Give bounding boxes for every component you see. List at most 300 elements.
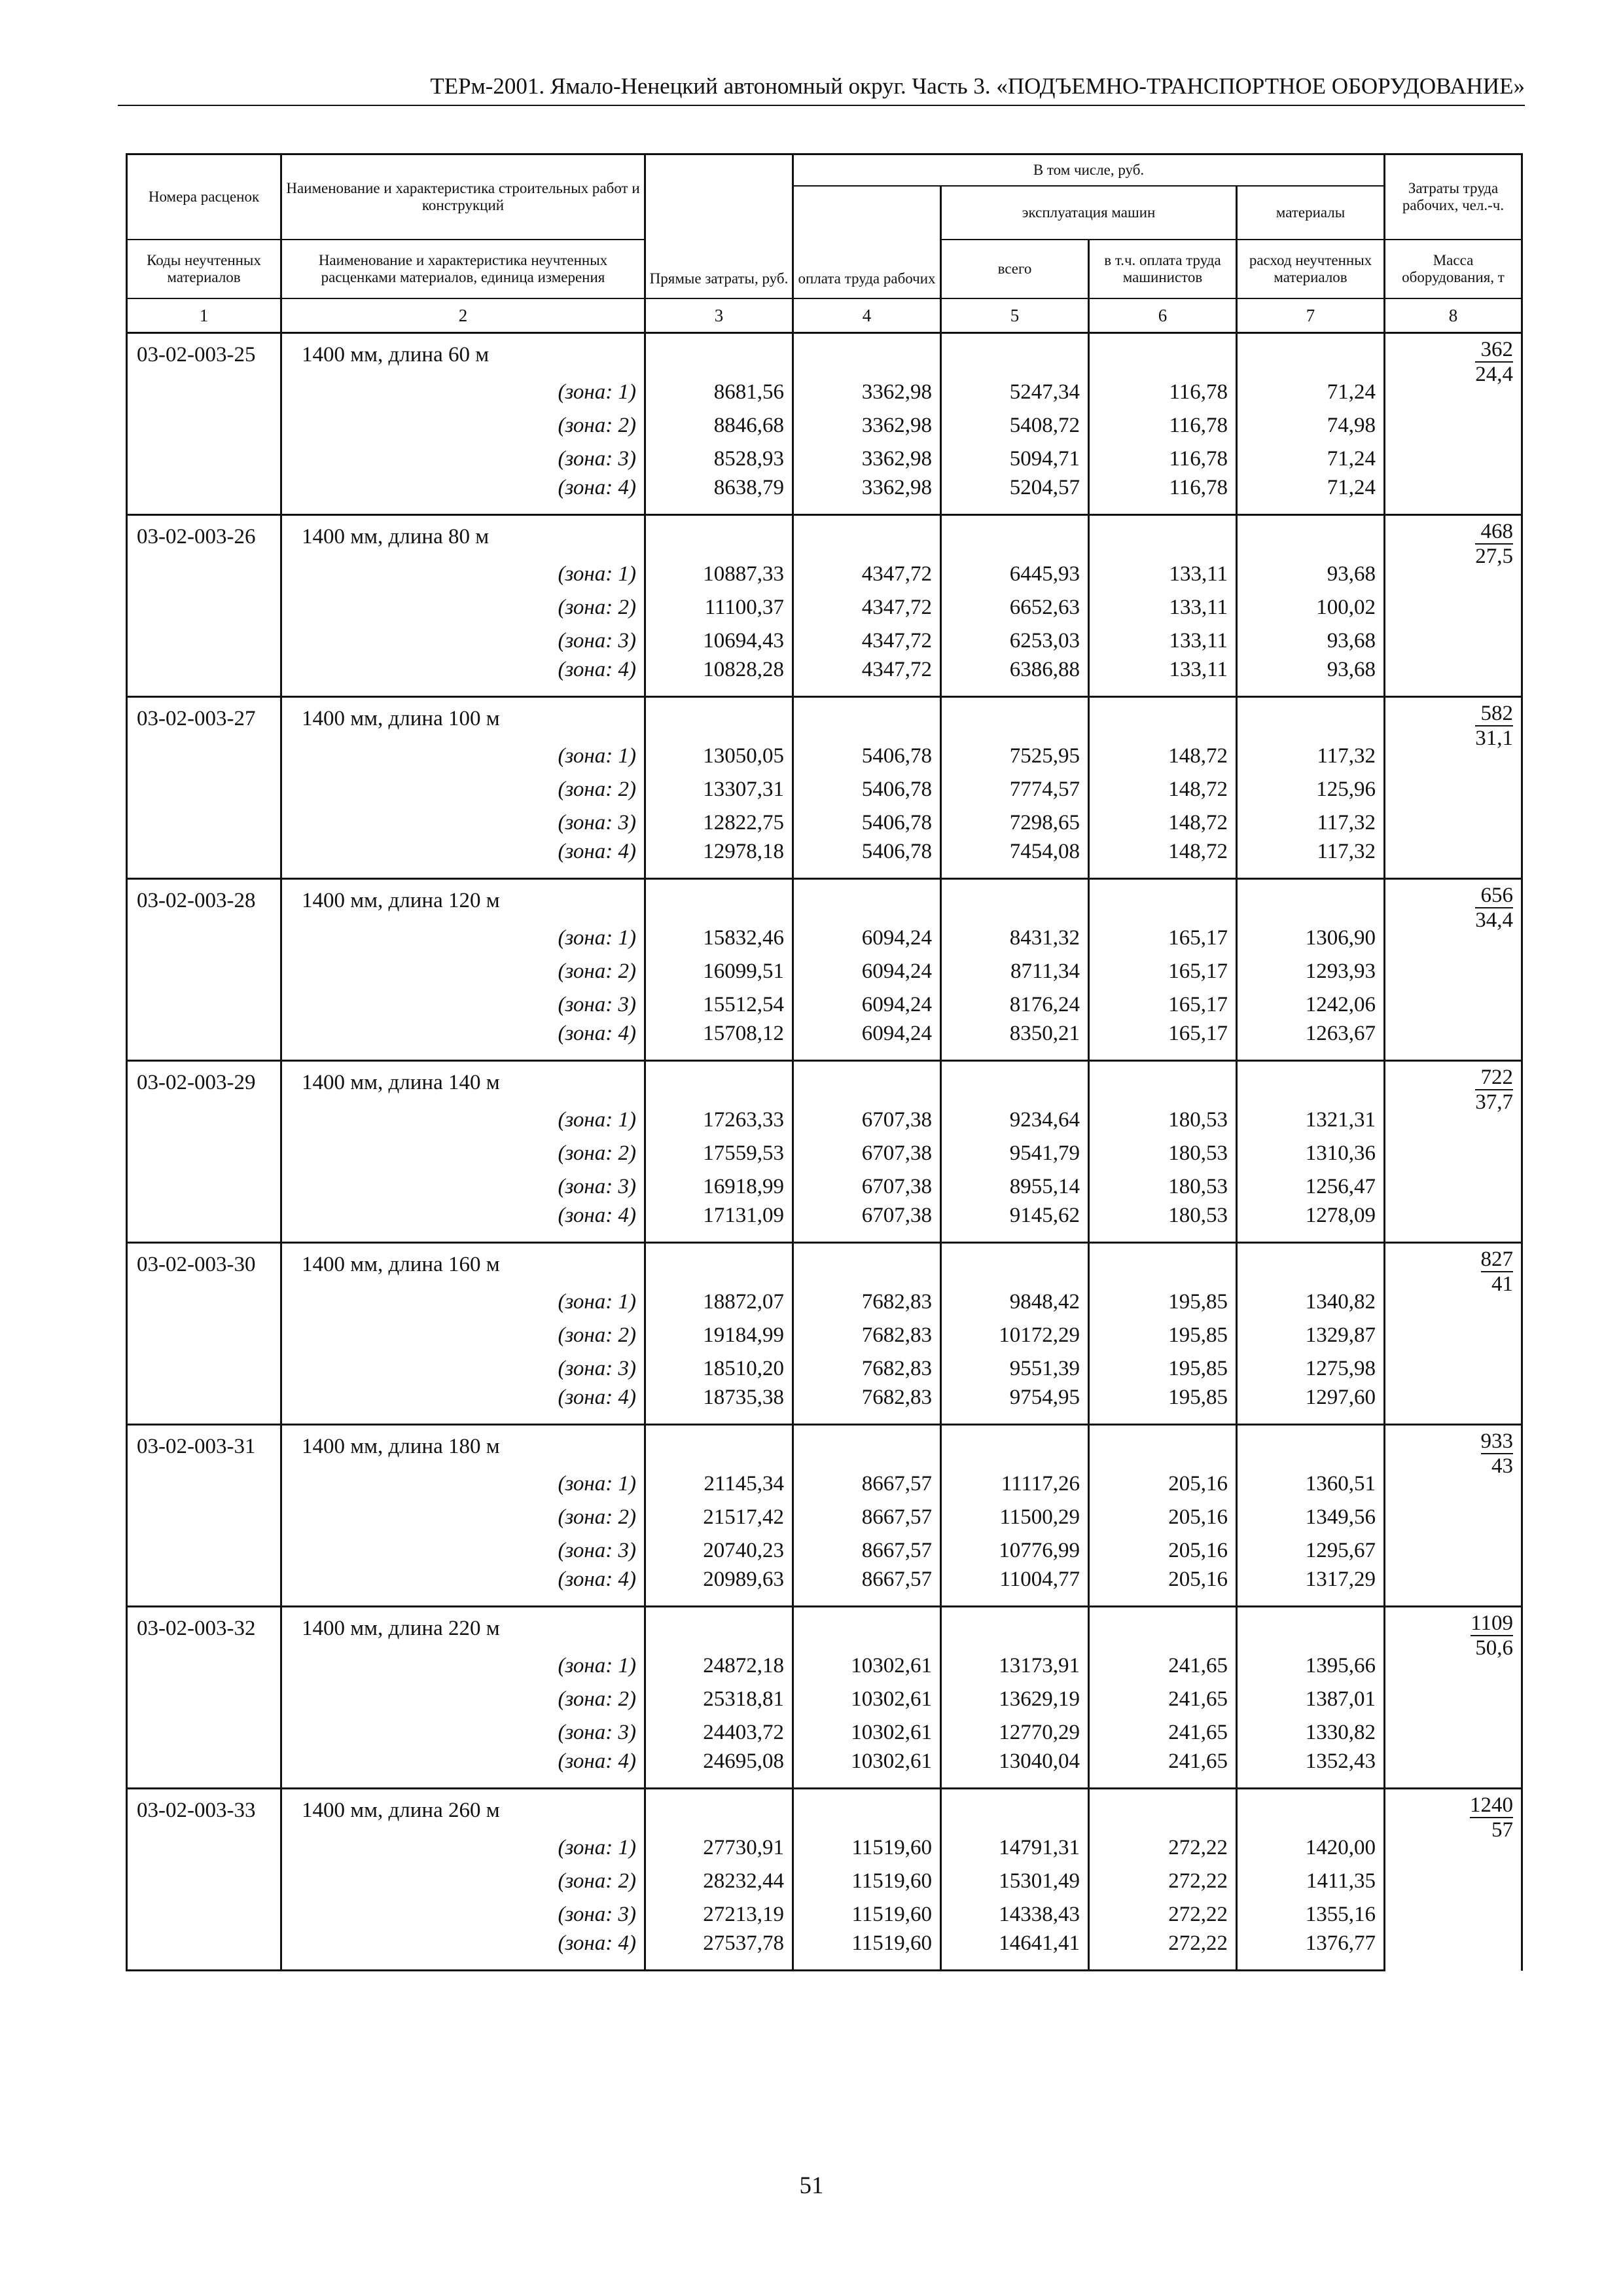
worker-wage: 5406,78: [793, 840, 941, 879]
worker-wage: 7682,83: [793, 1319, 941, 1352]
empty-cell: [1237, 879, 1385, 922]
direct-cost: 12822,75: [645, 806, 793, 840]
labour-cell: [1385, 1607, 1522, 1789]
machinist-wage: 241,65: [1089, 1716, 1237, 1749]
machinist-wage: 195,85: [1089, 1386, 1237, 1425]
direct-cost: 13050,05: [645, 740, 793, 773]
empty-cell: [127, 1683, 281, 1716]
worker-wage: 7682,83: [793, 1285, 941, 1319]
empty-cell: [1237, 333, 1385, 376]
worker-wage: 6094,24: [793, 1022, 941, 1061]
labour-mass-fraction: [1475, 338, 1513, 386]
machinist-wage: 241,65: [1089, 1683, 1237, 1716]
zone-label: (зона: 1): [281, 558, 645, 591]
machine-cost-total: 7525,95: [941, 740, 1089, 773]
direct-cost: 24872,18: [645, 1649, 793, 1683]
worker-wage: 11519,60: [793, 1898, 941, 1931]
worker-wage: 4347,72: [793, 591, 941, 624]
col-number: 3: [645, 298, 793, 333]
direct-cost: 17263,33: [645, 1103, 793, 1137]
machine-cost-total: 5094,71: [941, 442, 1089, 476]
zone-row: [127, 376, 1522, 409]
machinist-wage: 148,72: [1089, 740, 1237, 773]
direct-cost: 10828,28: [645, 658, 793, 697]
rate-row: [127, 1789, 1522, 1832]
machinist-wage: 165,17: [1089, 955, 1237, 988]
labour-mass-fraction: [1475, 702, 1513, 750]
worker-wage: 8667,57: [793, 1534, 941, 1568]
machine-cost-total: 11004,77: [941, 1568, 1089, 1607]
zone-label: (зона: 3): [281, 1170, 645, 1204]
worker-wage: 8667,57: [793, 1467, 941, 1501]
equipment-mass: 43: [1491, 1454, 1514, 1478]
direct-cost: 24403,72: [645, 1716, 793, 1749]
machine-cost-total: 14338,43: [941, 1898, 1089, 1931]
empty-cell: [127, 1931, 281, 1971]
machinist-wage: 205,16: [1089, 1568, 1237, 1607]
empty-cell: [127, 1831, 281, 1865]
labour-cell: [1385, 1061, 1522, 1243]
zone-label: (зона: 1): [281, 1649, 645, 1683]
labour-hours: 656: [1475, 884, 1513, 908]
direct-cost: 27730,91: [645, 1831, 793, 1865]
table-body: [127, 333, 1522, 1971]
labour-cell: [1385, 879, 1522, 1061]
zone-label: (зона: 4): [281, 1022, 645, 1061]
labour-hours: 722: [1475, 1066, 1513, 1090]
empty-cell: [1089, 515, 1237, 558]
materials-cost: 71,24: [1237, 376, 1385, 409]
zone-row: [127, 1170, 1522, 1204]
zone-label: (зона: 1): [281, 1285, 645, 1319]
direct-cost: 19184,99: [645, 1319, 793, 1352]
worker-wage: 3362,98: [793, 442, 941, 476]
empty-cell: [941, 1425, 1089, 1468]
rate-name: 1400 мм, длина 80 м: [281, 515, 645, 558]
labour-mass-fraction: [1481, 1247, 1514, 1296]
equipment-mass: 37,7: [1475, 1090, 1514, 1114]
col5-header: всего: [941, 240, 1089, 298]
machinist-wage: 116,78: [1089, 376, 1237, 409]
empty-cell: [127, 1568, 281, 1607]
empty-cell: [127, 1865, 281, 1898]
empty-cell: [645, 333, 793, 376]
column-numbers: [127, 298, 1522, 333]
materials-cost: 71,24: [1237, 476, 1385, 515]
running-header: ТЕРм-2001. Ямало-Ненецкий автономный округ. Часть 3. «ПОДЪЕМНО-ТРАНСПОРТНОЕ ОБОРУДОВАНИЕ»: [118, 72, 1525, 106]
empty-cell: [127, 376, 281, 409]
zone-label: (зона: 3): [281, 1898, 645, 1931]
worker-wage: 3362,98: [793, 476, 941, 515]
zone-label: (зона: 4): [281, 1749, 645, 1789]
rate-name: 1400 мм, длина 100 м: [281, 697, 645, 740]
worker-wage: 3362,98: [793, 376, 941, 409]
machine-cost-total: 12770,29: [941, 1716, 1089, 1749]
worker-wage: 5406,78: [793, 806, 941, 840]
materials-cost: 1355,16: [1237, 1898, 1385, 1931]
machine-cost-total: 10776,99: [941, 1534, 1089, 1568]
machine-cost-total: 6253,03: [941, 624, 1089, 658]
empty-cell: [645, 515, 793, 558]
empty-cell: [127, 591, 281, 624]
machine-cost-total: 14791,31: [941, 1831, 1089, 1865]
machine-cost-total: 11500,29: [941, 1501, 1089, 1534]
zone-row: [127, 558, 1522, 591]
empty-cell: [127, 840, 281, 879]
zone-row: [127, 1534, 1522, 1568]
empty-cell: [1089, 879, 1237, 922]
labour-hours: 933: [1480, 1429, 1514, 1453]
equipment-mass: 41: [1491, 1272, 1514, 1296]
empty-cell: [1237, 1789, 1385, 1832]
materials-cost: 93,68: [1237, 658, 1385, 697]
machine-cost-total: 9234,64: [941, 1103, 1089, 1137]
page-number: 51: [799, 2172, 824, 2199]
machinist-wage: 165,17: [1089, 988, 1237, 1022]
rate-row: [127, 333, 1522, 376]
zone-row: [127, 1204, 1522, 1243]
zone-row: [127, 658, 1522, 697]
labour-hours: 1240: [1470, 1793, 1514, 1817]
machinist-wage: 180,53: [1089, 1204, 1237, 1243]
col4-header: оплата труда рабочих: [793, 186, 941, 298]
machinist-wage: 241,65: [1089, 1649, 1237, 1683]
materials-cost: 117,32: [1237, 740, 1385, 773]
machine-cost-total: 8711,34: [941, 955, 1089, 988]
empty-cell: [127, 1898, 281, 1931]
empty-cell: [127, 1649, 281, 1683]
machine-cost-total: 6445,93: [941, 558, 1089, 591]
zone-label: (зона: 1): [281, 1103, 645, 1137]
materials-cost: 1352,43: [1237, 1749, 1385, 1789]
empty-cell: [127, 658, 281, 697]
materials-cost: 1411,35: [1237, 1865, 1385, 1898]
labour-cell: [1385, 1243, 1522, 1425]
direct-cost: 8681,56: [645, 376, 793, 409]
labour-hours: 1109: [1471, 1611, 1514, 1635]
zone-label: (зона: 1): [281, 376, 645, 409]
equipment-mass: 57: [1491, 1818, 1514, 1842]
empty-cell: [127, 409, 281, 442]
empty-cell: [127, 988, 281, 1022]
zone-row: [127, 1386, 1522, 1425]
machinist-wage: 272,22: [1089, 1831, 1237, 1865]
equipment-mass: 50,6: [1475, 1636, 1514, 1660]
empty-cell: [1089, 1789, 1237, 1832]
zone-row: [127, 922, 1522, 955]
worker-wage: 7682,83: [793, 1352, 941, 1386]
machine-cost-total: 9754,95: [941, 1386, 1089, 1425]
rate-name: 1400 мм, длина 140 м: [281, 1061, 645, 1104]
col-number: 5: [941, 298, 1089, 333]
col-number: 8: [1385, 298, 1522, 333]
empty-cell: [127, 558, 281, 591]
materials-cost: 1317,29: [1237, 1568, 1385, 1607]
worker-wage: 8667,57: [793, 1501, 941, 1534]
materials-header: материалы: [1237, 186, 1385, 240]
machinist-wage: 205,16: [1089, 1467, 1237, 1501]
empty-cell: [127, 1352, 281, 1386]
zone-label: (зона: 4): [281, 1931, 645, 1971]
empty-cell: [645, 1061, 793, 1104]
worker-wage: 8667,57: [793, 1568, 941, 1607]
worker-wage: 5406,78: [793, 740, 941, 773]
zone-row: [127, 1501, 1522, 1534]
zone-label: (зона: 4): [281, 658, 645, 697]
col2-header-top: Наименование и характеристика строительных работ и конструкций: [281, 154, 645, 240]
machinist-wage: 241,65: [1089, 1749, 1237, 1789]
col1-header-top: Номера расценок: [127, 154, 281, 240]
empty-cell: [793, 697, 941, 740]
worker-wage: 6094,24: [793, 988, 941, 1022]
machinist-wage: 148,72: [1089, 840, 1237, 879]
direct-cost: 18735,38: [645, 1386, 793, 1425]
materials-cost: 1321,31: [1237, 1103, 1385, 1137]
direct-cost: 21517,42: [645, 1501, 793, 1534]
direct-cost: 18872,07: [645, 1285, 793, 1319]
direct-cost: 27213,19: [645, 1898, 793, 1931]
col-number: 7: [1237, 298, 1385, 333]
empty-cell: [127, 442, 281, 476]
empty-cell: [941, 1789, 1089, 1832]
labour-cell: [1385, 515, 1522, 697]
labour-cell: [1385, 697, 1522, 879]
empty-cell: [127, 1170, 281, 1204]
empty-cell: [941, 1061, 1089, 1104]
labour-hours: 582: [1475, 702, 1513, 726]
rate-name: 1400 мм, длина 180 м: [281, 1425, 645, 1468]
machinist-wage: 116,78: [1089, 476, 1237, 515]
zone-label: (зона: 2): [281, 1319, 645, 1352]
worker-wage: 6707,38: [793, 1103, 941, 1137]
labour-mass-fraction: [1475, 884, 1513, 932]
zone-label: (зона: 3): [281, 442, 645, 476]
machine-cost-total: 8431,32: [941, 922, 1089, 955]
empty-cell: [941, 515, 1089, 558]
direct-cost: 25318,81: [645, 1683, 793, 1716]
col8-header-top: Затраты труда рабочих, чел.-ч.: [1385, 154, 1522, 240]
zone-label: (зона: 2): [281, 1137, 645, 1170]
materials-cost: 1242,06: [1237, 988, 1385, 1022]
empty-cell: [127, 624, 281, 658]
labour-mass-fraction: [1481, 1429, 1514, 1478]
empty-cell: [645, 1425, 793, 1468]
direct-cost: 20989,63: [645, 1568, 793, 1607]
empty-cell: [127, 955, 281, 988]
empty-cell: [127, 1386, 281, 1425]
materials-cost: 1295,67: [1237, 1534, 1385, 1568]
zone-row: [127, 773, 1522, 806]
empty-cell: [1089, 697, 1237, 740]
col3-header: Прямые затраты, руб.: [645, 154, 793, 299]
machinist-wage: 116,78: [1089, 442, 1237, 476]
col7-header: расход неучтенных материалов: [1237, 240, 1385, 298]
empty-cell: [1237, 1061, 1385, 1104]
machine-cost-total: 14641,41: [941, 1931, 1089, 1971]
empty-cell: [645, 1607, 793, 1650]
zone-label: (зона: 2): [281, 591, 645, 624]
empty-cell: [127, 1103, 281, 1137]
labour-mass-fraction: [1475, 1066, 1513, 1114]
empty-cell: [793, 1061, 941, 1104]
zone-row: [127, 740, 1522, 773]
empty-cell: [127, 1319, 281, 1352]
machinist-wage: 165,17: [1089, 1022, 1237, 1061]
empty-cell: [1237, 697, 1385, 740]
empty-cell: [1089, 1425, 1237, 1468]
rate-code: 03-02-003-33: [127, 1789, 281, 1832]
empty-cell: [1089, 333, 1237, 376]
labour-mass-fraction: [1471, 1611, 1513, 1660]
col6-header: в т.ч. оплата труда машинистов: [1089, 240, 1237, 298]
worker-wage: 4347,72: [793, 558, 941, 591]
empty-cell: [127, 1204, 281, 1243]
materials-cost: 1360,51: [1237, 1467, 1385, 1501]
machinist-wage: 272,22: [1089, 1931, 1237, 1971]
machine-cost-total: 9551,39: [941, 1352, 1089, 1386]
direct-cost: 13307,31: [645, 773, 793, 806]
empty-cell: [127, 476, 281, 515]
machinist-wage: 195,85: [1089, 1285, 1237, 1319]
col-number: 6: [1089, 298, 1237, 333]
machine-cost-total: 7454,08: [941, 840, 1089, 879]
machine-cost-total: 13040,04: [941, 1749, 1089, 1789]
labour-mass-fraction: [1475, 520, 1513, 568]
zone-label: (зона: 1): [281, 740, 645, 773]
machinist-wage: 205,16: [1089, 1534, 1237, 1568]
machine-cost-total: 7298,65: [941, 806, 1089, 840]
labour-cell: [1385, 1789, 1522, 1971]
worker-wage: 4347,72: [793, 624, 941, 658]
zone-row: [127, 806, 1522, 840]
rate-row: [127, 1061, 1522, 1104]
worker-wage: 6094,24: [793, 922, 941, 955]
empty-cell: [127, 740, 281, 773]
zone-label: (зона: 4): [281, 1386, 645, 1425]
group-header: В том числе, руб.: [793, 154, 1385, 187]
zone-row: [127, 1568, 1522, 1607]
materials-cost: 1297,60: [1237, 1386, 1385, 1425]
zone-label: (зона: 3): [281, 1716, 645, 1749]
materials-cost: 93,68: [1237, 624, 1385, 658]
materials-cost: 1256,47: [1237, 1170, 1385, 1204]
machine-cost-total: 6652,63: [941, 591, 1089, 624]
zone-label: (зона: 3): [281, 988, 645, 1022]
rate-code: 03-02-003-27: [127, 697, 281, 740]
worker-wage: 3362,98: [793, 409, 941, 442]
zone-label: (зона: 1): [281, 1467, 645, 1501]
machines-header: эксплуатация машин: [941, 186, 1237, 240]
machine-cost-total: 15301,49: [941, 1865, 1089, 1898]
zone-label: (зона: 1): [281, 1831, 645, 1865]
zone-row: [127, 1285, 1522, 1319]
col2-header-bottom: Наименование и характеристика неучтенных расценками материалов, единица измерения: [281, 240, 645, 298]
zone-label: (зона: 2): [281, 955, 645, 988]
zone-row: [127, 1716, 1522, 1749]
zone-label: (зона: 4): [281, 1568, 645, 1607]
price-table: [126, 153, 1523, 1971]
zone-row: [127, 591, 1522, 624]
direct-cost: 8528,93: [645, 442, 793, 476]
direct-cost: 15512,54: [645, 988, 793, 1022]
direct-cost: 8846,68: [645, 409, 793, 442]
machine-cost-total: 13629,19: [941, 1683, 1089, 1716]
machinist-wage: 180,53: [1089, 1103, 1237, 1137]
zone-row: [127, 476, 1522, 515]
machine-cost-total: 8350,21: [941, 1022, 1089, 1061]
machine-cost-total: 9848,42: [941, 1285, 1089, 1319]
direct-cost: 16099,51: [645, 955, 793, 988]
materials-cost: 1310,36: [1237, 1137, 1385, 1170]
materials-cost: 1263,67: [1237, 1022, 1385, 1061]
rate-row: [127, 1425, 1522, 1468]
empty-cell: [1089, 1607, 1237, 1650]
zone-label: (зона: 2): [281, 773, 645, 806]
zone-row: [127, 409, 1522, 442]
empty-cell: [1237, 1243, 1385, 1286]
worker-wage: 7682,83: [793, 1386, 941, 1425]
equipment-mass: 27,5: [1475, 545, 1514, 568]
zone-row: [127, 1931, 1522, 1971]
empty-cell: [645, 879, 793, 922]
machinist-wage: 180,53: [1089, 1170, 1237, 1204]
empty-cell: [793, 1243, 941, 1286]
machinist-wage: 195,85: [1089, 1352, 1237, 1386]
equipment-mass: 34,4: [1475, 908, 1514, 932]
table-header: [127, 154, 1522, 299]
worker-wage: 10302,61: [793, 1749, 941, 1789]
zone-row: [127, 1022, 1522, 1061]
empty-cell: [941, 879, 1089, 922]
labour-hours: 468: [1475, 520, 1513, 545]
empty-cell: [127, 1137, 281, 1170]
materials-cost: 1330,82: [1237, 1716, 1385, 1749]
machine-cost-total: 5204,57: [941, 476, 1089, 515]
machinist-wage: 272,22: [1089, 1898, 1237, 1931]
direct-cost: 18510,20: [645, 1352, 793, 1386]
direct-cost: 11100,37: [645, 591, 793, 624]
materials-cost: 1340,82: [1237, 1285, 1385, 1319]
worker-wage: 6094,24: [793, 955, 941, 988]
materials-cost: 117,32: [1237, 840, 1385, 879]
direct-cost: 15832,46: [645, 922, 793, 955]
worker-wage: 11519,60: [793, 1931, 941, 1971]
col8-header-bottom: Масса оборудования, т: [1385, 240, 1522, 298]
direct-cost: 21145,34: [645, 1467, 793, 1501]
materials-cost: 1306,90: [1237, 922, 1385, 955]
rate-name: 1400 мм, длина 160 м: [281, 1243, 645, 1286]
machine-cost-total: 9541,79: [941, 1137, 1089, 1170]
labour-cell: [1385, 1425, 1522, 1607]
zone-row: [127, 1683, 1522, 1716]
zone-row: [127, 1137, 1522, 1170]
zone-row: [127, 1103, 1522, 1137]
empty-cell: [1237, 1607, 1385, 1650]
direct-cost: 17131,09: [645, 1204, 793, 1243]
col-number: 1: [127, 298, 281, 333]
empty-cell: [793, 333, 941, 376]
materials-cost: 125,96: [1237, 773, 1385, 806]
col1-header-bottom: Коды неучтенных материалов: [127, 240, 281, 298]
zone-label: (зона: 3): [281, 806, 645, 840]
empty-cell: [645, 1789, 793, 1832]
zone-row: [127, 988, 1522, 1022]
direct-cost: 20740,23: [645, 1534, 793, 1568]
materials-cost: 117,32: [1237, 806, 1385, 840]
zone-row: [127, 955, 1522, 988]
worker-wage: 11519,60: [793, 1865, 941, 1898]
rate-name: 1400 мм, длина 260 м: [281, 1789, 645, 1832]
